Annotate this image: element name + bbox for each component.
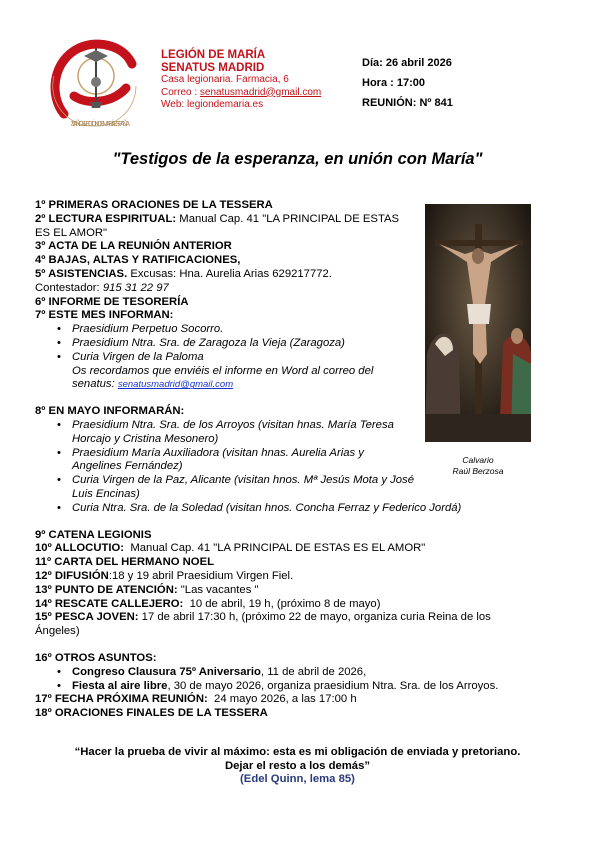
meeting-number: REUNIÓN: Nº 841 (362, 97, 453, 109)
list-item (35, 666, 525, 680)
report-note-email[interactable]: senatusmadrid@gmail.com (117, 379, 234, 391)
fiesta-label: Fiesta al aire libre (72, 679, 168, 692)
list-item: • Praesidium Ntra. Sra. de Zaragoza la Vieja (Zaragoza) (35, 337, 525, 351)
agenda-item-2-text: Manual Cap. 41 "LA PRINCIPAL DE ESTAS ES EL AMOR" (35, 212, 418, 239)
agenda-item-10-text: Manual Cap. 41 "LA PRINCIPAL DE ESTAS ES EL AMOR" (124, 542, 426, 555)
page-title: "Testigos de la esperanza, en unión con María" (112, 150, 483, 168)
agenda-item-8-list (35, 418, 462, 516)
quote-author: (Edel Quinn, lema 85) (240, 773, 355, 785)
agenda-item-12-label: 12º DIFUSIÓN (35, 569, 109, 582)
org-email-row (161, 87, 321, 100)
agenda-item-13 (35, 584, 525, 598)
agenda-item-12-text: :18 y 19 abril Praesidium Virgen Fiel. (108, 569, 294, 582)
list-item: • Curia Virgen de la Paz, Alicante (visitan hnos. Mª Jesús Mota y José Luis Encinas) (35, 474, 415, 502)
caption-title: Calvario (462, 455, 494, 465)
organization-info (161, 49, 321, 112)
agenda-item-6: 6º INFORME DE TESORERÍA (35, 295, 189, 308)
meeting-hour: Hora : 17:00 (362, 77, 425, 89)
congreso-text: , 11 de abril de 2026, (260, 665, 367, 678)
agenda-item-4: 4º BAJAS, ALTAS Y RATIFICACIONES, (35, 254, 241, 267)
agenda-item-1: 1º PRIMERAS ORACIONES DE LA TESSERA (35, 199, 273, 211)
agenda-item-15 (35, 611, 525, 639)
closing-quote (0, 746, 595, 787)
agenda-item-13-label: 13º PUNTO DE ATENCIÓN: (35, 583, 178, 596)
agenda-item-17-text: 24 mayo 2026, a las 17:00 h (207, 693, 357, 706)
agenda-item-5-text: Excusas: Hna. Aurelia Arias 629217772. (127, 267, 332, 280)
agenda-item-7: 7º ESTE MES INFORMAN: (35, 309, 174, 322)
agenda (35, 199, 525, 721)
agenda-item-8: 8º EN MAYO INFORMARÁN: (35, 405, 185, 418)
agenda-item-14-label: 14º RESCATE CALLEJERO: (35, 597, 184, 610)
report-note-text: Os recordamos que enviéis el informe en Word al correo del senatus: (72, 364, 374, 391)
agenda-item-10-label: 10º ALLOCUTIO: (35, 542, 125, 555)
org-subtitle: SENATUS MADRID (161, 61, 265, 74)
quote-line-2: Dejar el resto a los demás” (224, 759, 371, 772)
list-item: • Curia Virgen de la Paloma (35, 351, 525, 365)
agenda-item-14-text: 10 de abril, 19 h, (próximo 8 de mayo) (183, 597, 381, 610)
agenda-item-14 (35, 598, 525, 612)
agenda-item-5-label: 5º ASISTENCIAS. (35, 267, 128, 280)
meeting-day: Día: 26 abril 2026 (362, 57, 452, 69)
contestador-label: Contestador: (35, 281, 103, 294)
contestador-phone: 915 31 22 97 (102, 281, 169, 294)
list-item (35, 680, 525, 694)
list-item: • Praesidium Perpetuo Socorro. (35, 323, 525, 337)
agenda-item-2-label: 2º LECTURA ESPIRITUAL: (35, 212, 177, 225)
fiesta-text: , 30 de mayo 2026, organiza praesidium Ntra. Sra. de los Arroyos. (167, 679, 499, 692)
agenda-item-9: 9º CATENA LEGIONIS (35, 528, 152, 541)
quote-line-1: “Hacer la prueba de vivir al máximo: esta es mi obligación de enviada y pretoriano. (74, 746, 521, 758)
agenda-item-15-text: 17 de abril 17:30 h (138, 611, 236, 624)
agenda-item-17 (35, 693, 525, 707)
org-web[interactable]: Web: legiondemaria.es (161, 99, 264, 110)
agenda-item-7-list (35, 323, 525, 364)
meeting-info (362, 53, 453, 113)
legion-logo (44, 36, 144, 132)
org-name: LEGIÓN DE MARÍA (161, 49, 266, 61)
logo-text: 75 AÑOS LEGIÓN DE MARÍA ESPAÑA (70, 121, 131, 128)
agenda-item-10 (35, 542, 525, 556)
agenda-item-17-label: 17º FECHA PRÓXIMA REUNIÓN: (35, 693, 208, 706)
list-item: • Praesidium María Auxiliadora (visitan hnas. Aurelia Arias y Angelines Fernández) (35, 447, 365, 475)
agenda-item-13-text: "Las vacantes " (177, 583, 259, 596)
agenda-item-18: 18º ORACIONES FINALES DE LA TESSERA (35, 707, 268, 720)
org-address: Casa legionaria. Farmacia, 6 (161, 74, 289, 85)
email-label: Correo : (161, 86, 200, 98)
agenda-item-15-text2: , (próximo 22 de mayo, organiza curia Reina de los Ángeles) (35, 611, 491, 638)
list-item: • Curia Ntra. Sra. de la Soledad (visitan hnos. Concha Ferraz y Federico Jordá) (35, 502, 505, 516)
agenda-item-5-contestador (35, 282, 525, 296)
report-note (35, 365, 395, 393)
agenda-item-15-label: 15º PESCA JOVEN: (35, 611, 139, 624)
congreso-label: Congreso Clausura 75º Aniversario (72, 665, 261, 678)
agenda-item-12 (35, 570, 525, 584)
agenda-item-16-list (35, 666, 525, 694)
list-item: • Praesidium Ntra. Sra. de los Arroyos (visitan hnas. María Teresa Horcajo y Cristina Mesonero) (35, 419, 425, 447)
agenda-item-3: 3º ACTA DE LA REUNIÓN ANTERIOR (35, 240, 232, 253)
agenda-item-2 (35, 212, 418, 241)
email-link[interactable]: senatusmadrid@gmail.com (199, 86, 322, 98)
agenda-item-16: 16º OTROS ASUNTOS: (35, 651, 157, 664)
caption-author: Raúl Berzosa (452, 466, 504, 476)
agenda-item-5 (35, 268, 525, 282)
agenda-item-11: 11º CARTA DEL HERMANO NOEL (35, 556, 215, 569)
